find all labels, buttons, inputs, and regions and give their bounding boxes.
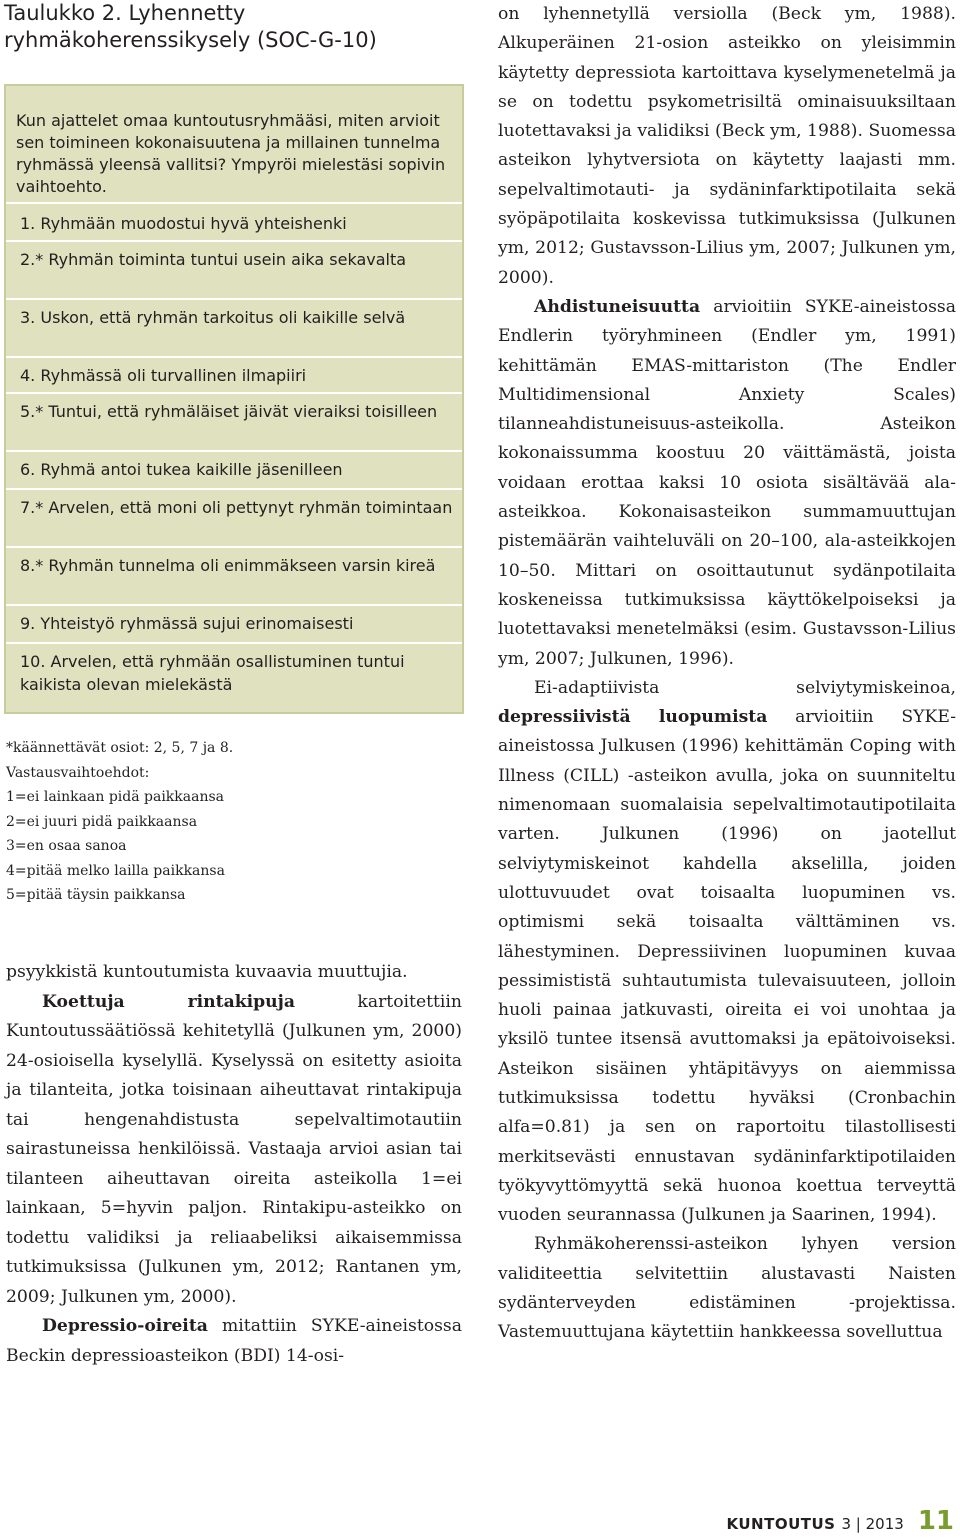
table-item-8: 8.* Ryhmän tunnelma oli enimmäkseen varsin kireä <box>20 556 436 575</box>
paragraph-text: arvioitiin SYKE-aineistossa Endlerin työryhmineen (Endler ym, 1991) kehittämän EMAS-mittariston (The Endler Multidimensional Anxiety Scales) tilanneahdistuneisuus-asteikolla. Asteikon kokonaissumma koostuu 20 väittämästä, joista voidaan erottaa kaksi 10 osiota sisältävää ala-asteikkoa. Kokonaisasteikon summamuuttujan pistemäärän vaihteluväli on 20–100, ala-asteikkojen 10–50. Mittari on osoittautunut sydänpotilaita koskeneissa tutkimuksissa käyttökelpoiseksi ja luotettavaksi menetelmäksi (esim. Gustavsson-Lilius ym, 2007; Julkunen, 1996). <box>498 296 956 669</box>
journal-name: KUNTOUTUS <box>726 1515 836 1533</box>
paragraph-text: kartoitettiin Kuntoutussäätiössä kehitetyllä (Julkunen ym, 2000) 24-osioisella kyselyllä. Kyselyssä on esitetty asioita ja tilanteita, jotka toisinaan aiheuttavat rintakipuja tai hengenahdistusta sepelvaltimotautiin sairastuneissa henkilöissä. Vastaaja arvioi asian tai tilanteen aiheuttavan oireita asteikolla 1=ei lainkaan, 5=hyvin paljon. Rintakipu-asteikko on todettu validiksi ja reliaabeliksi aikaisemmissa tutkimuksissa (Julkunen ym, 2012; Rantanen ym, 2009; Julkunen ym, 2000). <box>6 991 462 1307</box>
table-item-4: 4. Ryhmässä oli turvallinen ilmapiiri <box>20 366 307 385</box>
table-row <box>6 604 462 640</box>
term-depressiivista-luopumista: depressiivistä luopumista <box>498 707 768 728</box>
note-line: 5=pitää täysin paikkansa <box>6 887 186 903</box>
paragraph: Ryhmäkoherenssi-asteikon lyhyen version validiteettia selvitettiin alustavasti Naisten sydänterveyden edistäminen -projektissa. Vastemuuttujana käytettiin hankkeessa sovelluttua <box>498 1234 956 1343</box>
paragraph-text: Ei-adaptiivista selviytymiskeinoa, <box>534 677 956 698</box>
table-row <box>6 450 462 486</box>
table-notes <box>6 736 466 908</box>
table-item-1: 1. Ryhmään muodostui hyvä yhteishenki <box>20 214 347 233</box>
page-footer <box>727 1506 954 1536</box>
table-row <box>6 298 462 354</box>
note-line: 2=ei juuri pidä paikkaansa <box>6 813 198 830</box>
table-row <box>6 546 462 602</box>
table-row <box>6 356 462 390</box>
table-item-6: 6. Ryhmä antoi tukea kaikille jäsenilleen <box>20 460 343 479</box>
table-intro: Kun ajattelet omaa kuntoutusryhmääsi, miten arvioit sen toimineen kokonaisuutena ja millainen tunnelma ryhmässä yleensä vallitsi? Ympyröi mielestäsi sopivin vaihtoehto. <box>16 111 446 196</box>
table-item-2: 2.* Ryhmän toiminta tuntui usein aika sekavalta <box>20 250 407 269</box>
paragraph: on lyhennetyllä versiolla (Beck ym, 1988). Alkuperäinen 21-osion asteikko on yleisimmin käytetty depressiota kartoittava kyselymenetelmä ja se on todettu psykometrisiltä ominaisuuksiltaan luotettavaksi ja validiksi (Beck ym, 1988). Suomessa asteikon lyhytversiota on käytetty laajasti mm. sepelvaltimotauti- ja sydäninfarktipotilaita sekä syöpäpotilaita koskevissa tutkimuksissa (Julkunen ym, 2012; Gustavsson-Lilius ym, 2007; Julkunen ym, 2000). <box>498 4 956 288</box>
note-line: 1=ei lainkaan pidä paikkaansa <box>6 789 225 805</box>
issue-number: 3 | 2013 <box>841 1515 904 1533</box>
paragraph <box>6 1312 462 1371</box>
note-line: 3=en osaa sanoa <box>6 838 127 854</box>
table-row <box>6 240 462 296</box>
paragraph: psyykkistä kuntoutumista kuvaavia muuttujia. <box>6 962 408 982</box>
table-row <box>6 642 462 710</box>
term-rintakipuja: Koettuja rintakipuja <box>42 991 296 1012</box>
note-line: 4=pitää melko lailla paikkansa <box>6 862 225 879</box>
table-title: Taulukko 2. Lyhennetty ryhmäkoherenssikysely (SOC-G-10) <box>4 1 377 52</box>
table-row <box>6 202 462 238</box>
note-line: *käännettävät osiot: 2, 5, 7 ja 8. <box>6 740 234 756</box>
left-body-text <box>6 958 462 1371</box>
table-item-10: 10. Arvelen, että ryhmään osallistuminen tuntui kaikista olevan mielekästä <box>20 652 405 694</box>
paragraph-text: mitattiin SYKE-aineistossa Beckin depressioasteikon (BDI) 14-osi- <box>6 1316 462 1366</box>
paragraph-text: arvioitiin SYKE-aineistossa Julkusen (1996) kehittämän Coping with Illness (CILL) -asteikon avulla, joka on suunniteltu nimenomaan suomalaisia sepelvaltimotautipotilaita varten. Julkunen (1996) on jaotellut selviytymiskeinot kahdella akselilla, joiden ulottuvuudet ovat toisaalta luopuminen vs. optimismi sekä toisaalta välttäminen vs. lähestyminen. Depressiivinen luopuminen kuvaa pessimististä suhtautumista tulevaisuuteen, jolloin huoli painaa jatkuvasti, oireita ei voi unohtaa ja yksilö tuntee itsensä avuttomaksi ja epätoivoiseksi. Asteikon sisäinen yhtäpitävyys on aiemmissa tutkimuksissa todettu hyväksi (Cronbachin alfa=0.81) ja sen on raportoitu tilastollisesti merkitsevästi ennustavan sydäninfarktipotilaiden työkyvyttömyyttä sekä huonoa koettua terveyttä vuoden seurannassa (Julkunen ja Saarinen, 1994). <box>498 707 956 1226</box>
term-ahdistuneisuutta: Ahdistuneisuutta <box>534 296 701 317</box>
paragraph <box>6 988 462 1313</box>
table-row <box>6 488 462 544</box>
right-body-text <box>498 0 956 1348</box>
note-line: Vastausvaihtoehdot: <box>6 764 150 781</box>
table-item-3: 3. Uskon, että ryhmän tarkoitus oli kaikille selvä <box>20 308 406 327</box>
table-row <box>6 392 462 448</box>
paragraph <box>498 674 956 1231</box>
page-number: 11 <box>917 1506 954 1536</box>
table-item-7: 7.* Arvelen, että moni oli pettynyt ryhmän toimintaan <box>20 498 453 517</box>
table-item-9: 9. Yhteistyö ryhmässä sujui erinomaisesti <box>20 614 354 633</box>
paragraph <box>498 293 956 674</box>
term-depressio: Depressio-oireita <box>42 1316 208 1336</box>
table-item-5: 5.* Tuntui, että ryhmäläiset jäivät vieraiksi toisilleen <box>20 402 438 421</box>
